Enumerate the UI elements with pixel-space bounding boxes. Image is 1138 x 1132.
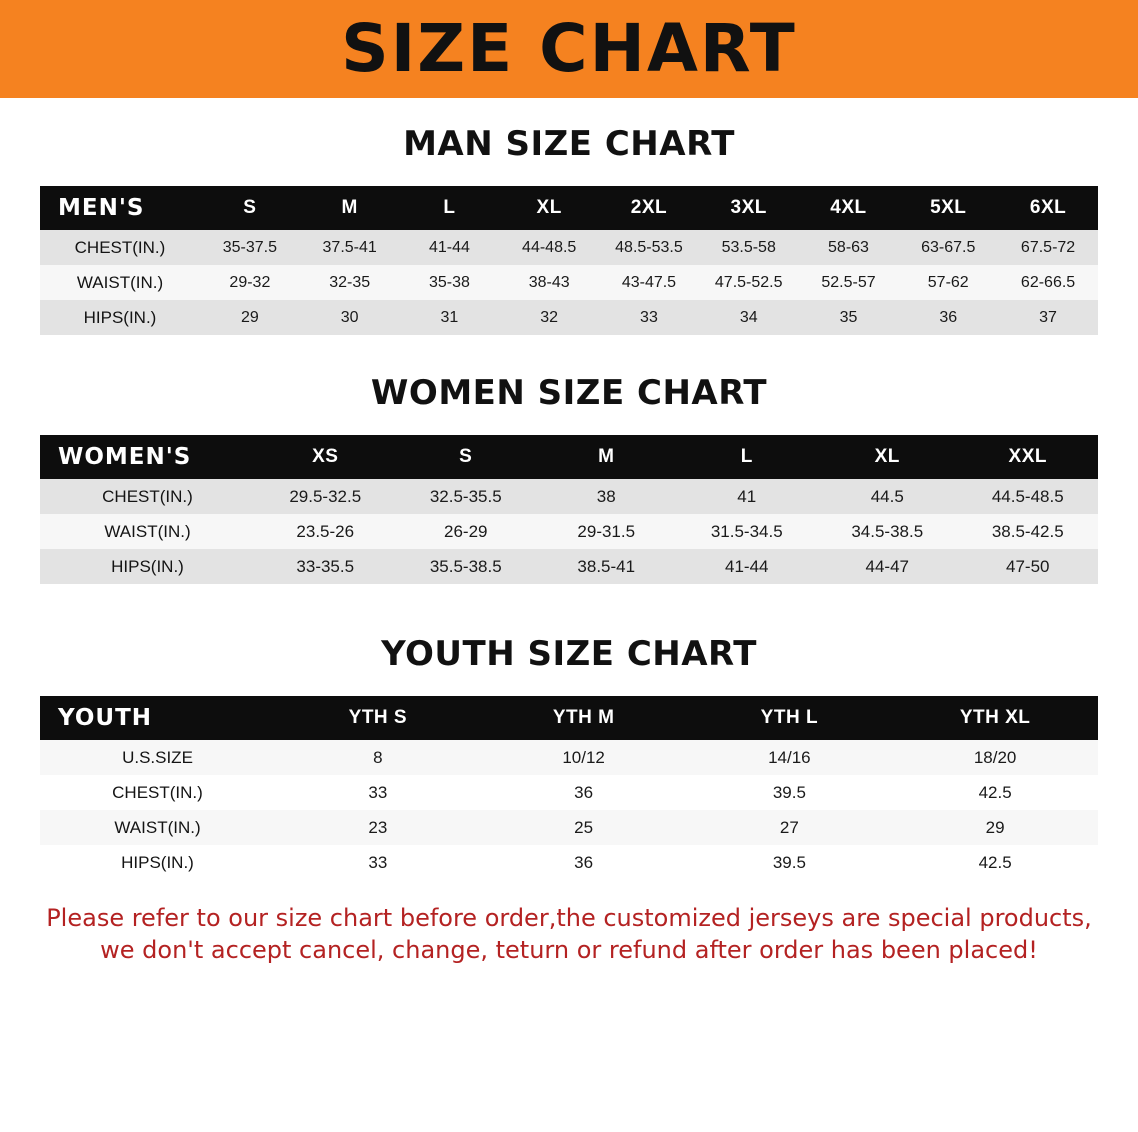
table-cell: 34.5-38.5 [817,514,958,549]
table-cell: 23 [275,810,481,845]
table-cell: 36 [481,845,687,880]
table-cell: 42.5 [892,845,1098,880]
table-cell: 29-32 [200,265,300,300]
column-header: XL [499,186,599,230]
row-header: CHEST(IN.) [40,775,275,810]
table-cell: 47-50 [958,549,1099,584]
table-cell: 41-44 [677,549,818,584]
women-table-wrap [40,435,1098,584]
column-header: YTH L [687,696,893,740]
column-header: 5XL [898,186,998,230]
table-cell: 44-48.5 [499,230,599,265]
table-cell: 48.5-53.5 [599,230,699,265]
column-header: XS [255,435,396,479]
man-table-body [40,230,1098,335]
table-cell: 43-47.5 [599,265,699,300]
table-cell: 29 [200,300,300,335]
table-cell: 30 [300,300,400,335]
row-header: HIPS(IN.) [40,549,255,584]
women-size-table [40,435,1098,584]
column-header: YTH XL [892,696,1098,740]
table-cell: 33 [599,300,699,335]
youth-table-head [40,696,1098,740]
table-cell: 29-31.5 [536,514,677,549]
column-header: S [396,435,537,479]
row-header: U.S.SIZE [40,740,275,775]
table-row [40,300,1098,335]
table-cell: 67.5-72 [998,230,1098,265]
table-cell: 35 [799,300,899,335]
table-cell: 35-37.5 [200,230,300,265]
column-header: L [677,435,818,479]
table-cell: 23.5-26 [255,514,396,549]
man-section-title: MAN SIZE CHART [403,124,735,164]
youth-table-body [40,740,1098,880]
table-cell: 57-62 [898,265,998,300]
table-cell: 33 [275,845,481,880]
column-header: 2XL [599,186,699,230]
row-header: HIPS(IN.) [40,300,200,335]
page-title: SIZE CHART [341,10,797,87]
man-size-table [40,186,1098,335]
table-cell: 14/16 [687,740,893,775]
table-cell: 8 [275,740,481,775]
table-cell: 53.5-58 [699,230,799,265]
table-corner-header: WOMEN'S [40,435,255,479]
row-header: WAIST(IN.) [40,810,275,845]
table-cell: 41 [677,479,818,514]
table-row [40,740,1098,775]
note-line-2: we don't accept cancel, change, teturn or refund after order has been placed! [100,936,1038,965]
women-section-title: WOMEN SIZE CHART [370,373,768,413]
table-cell: 35.5-38.5 [396,549,537,584]
row-header: WAIST(IN.) [40,514,255,549]
table-cell: 31.5-34.5 [677,514,818,549]
youth-table-wrap [40,696,1098,880]
table-header-row [40,696,1098,740]
table-cell: 33 [275,775,481,810]
table-header-row [40,435,1098,479]
table-cell: 44.5-48.5 [958,479,1099,514]
table-cell: 58-63 [799,230,899,265]
column-header: 4XL [799,186,899,230]
column-header: YTH S [275,696,481,740]
table-cell: 52.5-57 [799,265,899,300]
table-cell: 39.5 [687,775,893,810]
table-cell: 29 [892,810,1098,845]
table-cell: 34 [699,300,799,335]
table-row [40,810,1098,845]
table-row [40,549,1098,584]
table-header-row [40,186,1098,230]
table-cell: 38.5-42.5 [958,514,1099,549]
women-table-body [40,479,1098,584]
column-header: M [300,186,400,230]
table-cell: 63-67.5 [898,230,998,265]
table-cell: 18/20 [892,740,1098,775]
table-cell: 27 [687,810,893,845]
table-cell: 32 [499,300,599,335]
table-cell: 38-43 [499,265,599,300]
table-corner-header: MEN'S [40,186,200,230]
table-cell: 41-44 [400,230,500,265]
table-cell: 10/12 [481,740,687,775]
table-row [40,845,1098,880]
column-header: 3XL [699,186,799,230]
column-header: XXL [958,435,1099,479]
youth-size-table [40,696,1098,880]
table-row [40,775,1098,810]
row-header: HIPS(IN.) [40,845,275,880]
table-cell: 39.5 [687,845,893,880]
table-cell: 42.5 [892,775,1098,810]
man-table-wrap [40,186,1098,335]
table-cell: 33-35.5 [255,549,396,584]
table-cell: 36 [898,300,998,335]
column-header: YTH M [481,696,687,740]
column-header: L [400,186,500,230]
table-row [40,265,1098,300]
table-cell: 38 [536,479,677,514]
youth-section-title: YOUTH SIZE CHART [381,634,757,674]
table-cell: 35-38 [400,265,500,300]
order-policy-note [39,902,1099,967]
header-banner [0,0,1138,98]
table-cell: 38.5-41 [536,549,677,584]
table-row [40,479,1098,514]
column-header: 6XL [998,186,1098,230]
note-line-1: Please refer to our size chart before order,the customized jerseys are special products, [46,904,1092,932]
women-table-head [40,435,1098,479]
man-table-head [40,186,1098,230]
table-cell: 32-35 [300,265,400,300]
row-header: WAIST(IN.) [40,265,200,300]
table-cell: 25 [481,810,687,845]
table-cell: 29.5-32.5 [255,479,396,514]
table-row [40,230,1098,265]
table-cell: 26-29 [396,514,537,549]
row-header: CHEST(IN.) [40,479,255,514]
table-row [40,514,1098,549]
table-cell: 62-66.5 [998,265,1098,300]
column-header: M [536,435,677,479]
table-cell: 36 [481,775,687,810]
table-cell: 44-47 [817,549,958,584]
column-header: XL [817,435,958,479]
table-cell: 37 [998,300,1098,335]
table-cell: 37.5-41 [300,230,400,265]
table-cell: 32.5-35.5 [396,479,537,514]
row-header: CHEST(IN.) [40,230,200,265]
column-header: S [200,186,300,230]
table-cell: 44.5 [817,479,958,514]
table-cell: 47.5-52.5 [699,265,799,300]
table-cell: 31 [400,300,500,335]
table-corner-header: YOUTH [40,696,275,740]
